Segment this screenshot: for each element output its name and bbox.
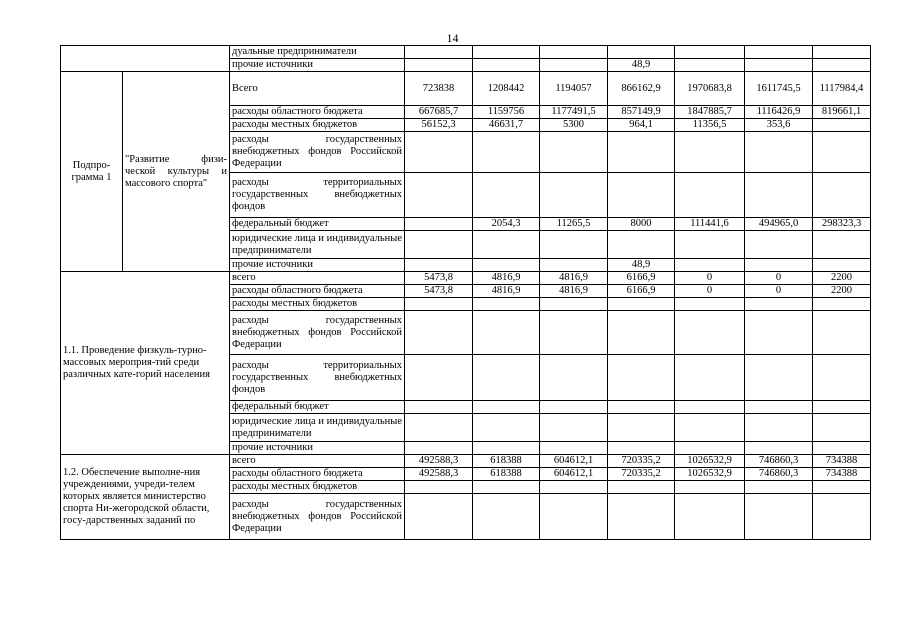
value-cell: 2200 (813, 272, 871, 285)
value-cell (745, 259, 813, 272)
value-cell (540, 494, 608, 540)
source-cell: дуальные предприниматели (230, 46, 405, 59)
value-cell (405, 442, 473, 455)
value-cell (745, 494, 813, 540)
value-cell (540, 231, 608, 259)
value-cell (745, 298, 813, 311)
value-cell (813, 259, 871, 272)
source-cell: прочие источники (230, 442, 405, 455)
value-cell (473, 481, 540, 494)
value-cell (540, 355, 608, 401)
value-cell: 0 (675, 285, 745, 298)
value-cell (540, 401, 608, 414)
value-cell (608, 414, 675, 442)
value-cell (745, 442, 813, 455)
value-cell (405, 46, 473, 59)
value-cell (608, 311, 675, 355)
value-cell: 492588,3 (405, 455, 473, 468)
source-cell: Всего (230, 72, 405, 106)
value-cell (675, 132, 745, 173)
value-cell: 618388 (473, 455, 540, 468)
value-cell: 866162,9 (608, 72, 675, 106)
value-cell: 353,6 (745, 119, 813, 132)
value-cell: 1194057 (540, 72, 608, 106)
value-cell: 723838 (405, 72, 473, 106)
value-cell (473, 355, 540, 401)
value-cell: 819661,1 (813, 106, 871, 119)
value-cell (540, 59, 608, 72)
value-cell (675, 442, 745, 455)
value-cell (405, 401, 473, 414)
source-cell: расходы местных бюджетов (230, 298, 405, 311)
value-cell: 4816,9 (473, 272, 540, 285)
value-cell (675, 481, 745, 494)
value-cell (813, 442, 871, 455)
value-cell (675, 59, 745, 72)
value-cell: 46631,7 (473, 119, 540, 132)
value-cell (473, 46, 540, 59)
empty-merged-cell (61, 46, 230, 72)
value-cell: 746860,3 (745, 468, 813, 481)
value-cell: 618388 (473, 468, 540, 481)
value-cell (473, 494, 540, 540)
value-cell (745, 481, 813, 494)
value-cell: 4816,9 (473, 285, 540, 298)
value-cell (813, 119, 871, 132)
source-cell: всего (230, 272, 405, 285)
value-cell (745, 46, 813, 59)
value-cell (675, 259, 745, 272)
value-cell: 746860,3 (745, 455, 813, 468)
value-cell (813, 298, 871, 311)
value-cell (540, 132, 608, 173)
source-cell: расходы государственных внебюджетных фондов Российской Федерации (230, 494, 405, 540)
subprogram-title: "Развитие физи-ческой культуры и массового спорта" (123, 72, 230, 272)
table-row (61, 72, 871, 106)
value-cell: 1159756 (473, 106, 540, 119)
value-cell (675, 401, 745, 414)
value-cell (540, 311, 608, 355)
source-cell: расходы государственных внебюджетных фондов Российской Федерации (230, 311, 405, 355)
value-cell: 1970683,8 (675, 72, 745, 106)
page-number: 14 (446, 31, 459, 45)
value-cell (540, 298, 608, 311)
value-cell (405, 59, 473, 72)
source-cell: федеральный бюджет (230, 218, 405, 231)
value-cell: 734388 (813, 468, 871, 481)
value-cell: 0 (745, 272, 813, 285)
value-cell (813, 401, 871, 414)
source-cell: расходы местных бюджетов (230, 119, 405, 132)
value-cell (813, 494, 871, 540)
value-cell: 492588,3 (405, 468, 473, 481)
value-cell (473, 401, 540, 414)
value-cell: 5473,8 (405, 285, 473, 298)
value-cell: 298323,3 (813, 218, 871, 231)
value-cell (608, 481, 675, 494)
value-cell: 1026532,9 (675, 455, 745, 468)
value-cell (745, 173, 813, 218)
value-cell (405, 298, 473, 311)
value-cell (608, 442, 675, 455)
value-cell (540, 46, 608, 59)
value-cell (540, 173, 608, 218)
value-cell (540, 259, 608, 272)
value-cell (813, 46, 871, 59)
value-cell: 11356,5 (675, 119, 745, 132)
value-cell: 720335,2 (608, 455, 675, 468)
value-cell (813, 414, 871, 442)
value-cell (745, 414, 813, 442)
value-cell: 1208442 (473, 72, 540, 106)
table-row (61, 46, 871, 59)
source-cell: расходы территориальных государственных внебюджетных фондов (230, 355, 405, 401)
value-cell: 2054,3 (473, 218, 540, 231)
value-cell: 604612,1 (540, 455, 608, 468)
value-cell (540, 414, 608, 442)
value-cell: 0 (745, 285, 813, 298)
value-cell (608, 231, 675, 259)
value-cell: 5300 (540, 119, 608, 132)
value-cell (608, 401, 675, 414)
value-cell (675, 298, 745, 311)
value-cell: 1611745,5 (745, 72, 813, 106)
value-cell: 1847885,7 (675, 106, 745, 119)
value-cell: 1177491,5 (540, 106, 608, 119)
value-cell: 48,9 (608, 259, 675, 272)
value-cell: 56152,3 (405, 119, 473, 132)
value-cell: 734388 (813, 455, 871, 468)
value-cell (473, 311, 540, 355)
budget-table (60, 45, 871, 540)
value-cell (405, 414, 473, 442)
value-cell (813, 59, 871, 72)
source-cell: всего (230, 455, 405, 468)
value-cell: 111441,6 (675, 218, 745, 231)
value-cell (675, 494, 745, 540)
value-cell (608, 298, 675, 311)
source-cell: расходы территориальных государственных внебюджетных фондов (230, 173, 405, 218)
table-row (61, 455, 871, 468)
value-cell (473, 442, 540, 455)
value-cell (608, 46, 675, 59)
value-cell (813, 481, 871, 494)
value-cell (473, 231, 540, 259)
value-cell: 1116426,9 (745, 106, 813, 119)
value-cell (675, 311, 745, 355)
source-cell: расходы местных бюджетов (230, 481, 405, 494)
value-cell: 6166,9 (608, 272, 675, 285)
value-cell (745, 132, 813, 173)
budget-table-body (61, 46, 871, 540)
value-cell (405, 494, 473, 540)
value-cell: 604612,1 (540, 468, 608, 481)
value-cell (608, 173, 675, 218)
value-cell (405, 218, 473, 231)
value-cell (675, 173, 745, 218)
source-cell: расходы государственных внебюджетных фондов Российской Федерации (230, 132, 405, 173)
value-cell: 2200 (813, 285, 871, 298)
value-cell (813, 355, 871, 401)
value-cell (405, 132, 473, 173)
value-cell: 11265,5 (540, 218, 608, 231)
activity-1-1-name: 1.1. Проведение физкуль-турно-массовых мероприя-тий среди различных кате-горий населения (61, 272, 230, 455)
value-cell (745, 401, 813, 414)
value-cell: 5473,8 (405, 272, 473, 285)
table-row (61, 272, 871, 285)
value-cell (675, 231, 745, 259)
value-cell: 857149,9 (608, 106, 675, 119)
value-cell: 4816,9 (540, 272, 608, 285)
value-cell (745, 59, 813, 72)
value-cell: 6166,9 (608, 285, 675, 298)
value-cell: 964,1 (608, 119, 675, 132)
value-cell (405, 355, 473, 401)
value-cell (813, 231, 871, 259)
source-cell: расходы областного бюджета (230, 106, 405, 119)
value-cell (813, 173, 871, 218)
value-cell (745, 355, 813, 401)
value-cell (405, 259, 473, 272)
value-cell: 0 (675, 272, 745, 285)
value-cell: 494965,0 (745, 218, 813, 231)
value-cell (608, 132, 675, 173)
value-cell: 1117984,4 (813, 72, 871, 106)
value-cell: 1026532,9 (675, 468, 745, 481)
value-cell (405, 481, 473, 494)
source-cell: прочие источники (230, 59, 405, 72)
value-cell (745, 231, 813, 259)
value-cell (473, 173, 540, 218)
value-cell (473, 132, 540, 173)
value-cell (405, 311, 473, 355)
source-cell: расходы областного бюджета (230, 468, 405, 481)
value-cell: 4816,9 (540, 285, 608, 298)
source-cell: юридические лица и индивидуальные предприниматели (230, 231, 405, 259)
value-cell (813, 132, 871, 173)
value-cell: 667685,7 (405, 106, 473, 119)
value-cell: 48,9 (608, 59, 675, 72)
value-cell (608, 355, 675, 401)
value-cell (813, 311, 871, 355)
source-cell: расходы областного бюджета (230, 285, 405, 298)
subprogram-number: Подпро-грамма 1 (61, 72, 123, 272)
value-cell (405, 231, 473, 259)
value-cell (473, 414, 540, 442)
value-cell (675, 414, 745, 442)
value-cell (473, 259, 540, 272)
value-cell: 8000 (608, 218, 675, 231)
value-cell (745, 311, 813, 355)
value-cell (675, 355, 745, 401)
source-cell: прочие источники (230, 259, 405, 272)
value-cell (405, 173, 473, 218)
value-cell (675, 46, 745, 59)
source-cell: федеральный бюджет (230, 401, 405, 414)
value-cell (608, 494, 675, 540)
source-cell: юридические лица и индивидуальные предприниматели (230, 414, 405, 442)
value-cell (540, 442, 608, 455)
value-cell (540, 481, 608, 494)
value-cell (473, 298, 540, 311)
value-cell (473, 59, 540, 72)
activity-1-2-name: 1.2. Обеспечение выполне-ния учреждениями, учреди-телем которых является министерство спорта Ни-жегородской области, госу-дарственных заданий по (61, 455, 230, 540)
value-cell: 720335,2 (608, 468, 675, 481)
